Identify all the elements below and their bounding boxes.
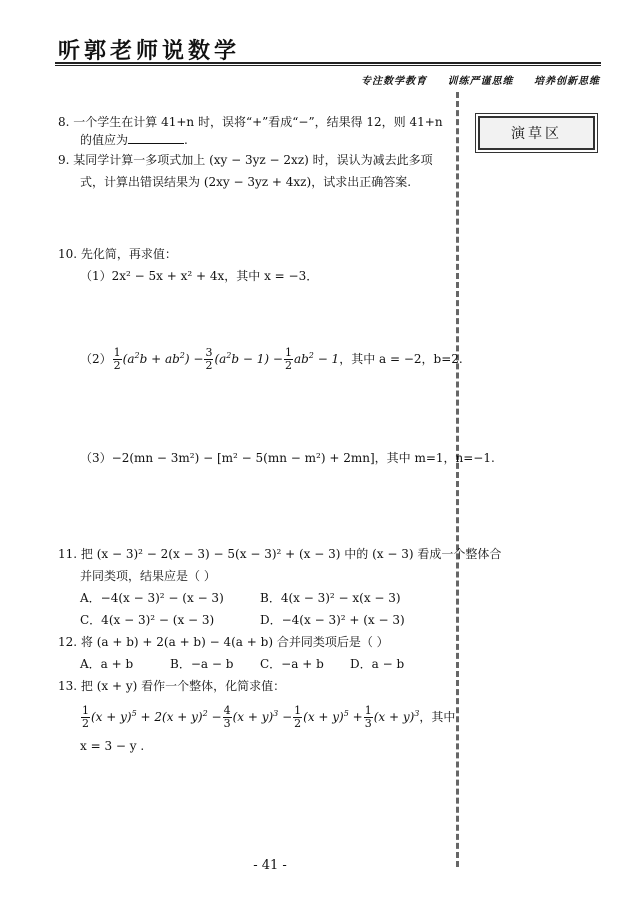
column-separator xyxy=(456,92,459,867)
problem-13-tail: ，其中 xyxy=(419,710,456,724)
header-rule-thin xyxy=(55,65,601,66)
problem-12-option-a: A．a + b xyxy=(80,657,134,671)
problem-12-option-b: B．−a − b xyxy=(170,657,234,671)
answer-blank xyxy=(128,131,184,144)
fraction-one-half: $\frac{1}{2}$ xyxy=(113,346,121,372)
problem-12-line1: 12. 将 (a + b) + 2(a + b) − 4(a + b) 合并同类项后是（ ） xyxy=(58,635,389,649)
problem-9-line2: 式，计算出错误结果为 (2xy − 3yz + 4xz)，试求出正确答案. xyxy=(80,175,412,189)
header-rule xyxy=(55,62,601,64)
problem-13-line1: 13. 把 (x + y) 看作一个整体，化简求值： xyxy=(58,679,286,693)
problem-10-sub3: （3）−2(mn − 3m²) − [m² − 5(mn − m²) + 2mn]，其中 m=1，n=−1. xyxy=(80,451,495,465)
draft-area-label: 演草区 xyxy=(478,116,595,150)
sub2-tail: ，其中 a = −2，b=2. xyxy=(339,352,463,366)
problem-10-intro: 10. 先化简，再求值： xyxy=(58,247,177,261)
header-slogans xyxy=(345,72,600,87)
problem-11-option-a: A．−4(x − 3)² − (x − 3) xyxy=(80,591,224,605)
fraction-one-half-4: $\frac{1}{2}$ xyxy=(294,704,302,730)
page-number: - 41 - xyxy=(253,858,287,873)
problem-11-line1: 11. 把 (x − 3)² − 2(x − 3) − 5(x − 3)² + (x − 3) 中的 (x − 3) 看成一个整体合 xyxy=(58,547,502,561)
fraction-one-half-3: $\frac{1}{2}$ xyxy=(82,704,89,730)
problem-11-option-d: D．−4(x − 3)² + (x − 3) xyxy=(260,613,405,627)
problem-13-line3: x = 3 − y . xyxy=(80,739,145,753)
problem-11-option-c: C．4(x − 3)² − (x − 3) xyxy=(80,613,215,627)
problem-10-sub1: （1）2x² − 5x + x² + 4x，其中 x = −3． xyxy=(80,269,319,283)
slogan-1: 专注数学教育 xyxy=(361,76,428,87)
fraction-three-halves: $\frac{3}{2}$ xyxy=(205,346,213,372)
slogan-2: 训练严谨思维 xyxy=(447,76,514,87)
problem-12-option-c: C．−a + b xyxy=(260,657,324,671)
problem-8-line1: 8. 一个学生在计算 41+n 时，误将“+”看成“−”，结果得 12，则 41+n xyxy=(58,115,443,129)
fraction-four-thirds: $\frac{4}{3}$ xyxy=(223,704,231,730)
problem-11-option-b: B．4(x − 3)² − x(x − 3) xyxy=(260,591,401,605)
slogan-3: 培养创新思维 xyxy=(534,76,600,87)
sub2-label: （2） xyxy=(80,352,112,366)
problem-8-suffix: . xyxy=(184,133,188,147)
problem-11-line2: 并同类项，结果应是（ ） xyxy=(80,569,216,583)
fraction-one-half-2: $\frac{1}{2}$ xyxy=(284,346,292,372)
problem-8-prefix: 的值应为 xyxy=(80,133,129,147)
problem-12-option-d: D．a − b xyxy=(350,657,405,671)
brand-title: 听郭老师说数学 xyxy=(58,38,241,64)
problem-9-line1: 9. 某同学计算一多项式加上 (xy − 3yz − 2xz) 时，误认为减去此多项 xyxy=(58,153,433,167)
problem-13-expression: $\frac{1}{2}$ $(x + y)^5 + 2(x + y)^2$ − $\frac{4}{3}$ $(x + y)^3$ − $\frac{1}{2}$ $(x + y)^5$ + $\frac{1}{3}$ $(x + y)^3$，其中 xyxy=(82,704,456,730)
fraction-one-third: $\frac{1}{3}$ xyxy=(364,704,372,730)
problem-10-sub2: （2） $\frac{1}{2}$ $(a^2b + ab^2)$ − $\frac{3}{2}$ $(a^2b - 1)$ − $\frac{1}{2}$ $ab^2 - 1$，其中 a = −2，b=2. xyxy=(80,346,463,372)
problem-8-line2 xyxy=(80,130,188,150)
